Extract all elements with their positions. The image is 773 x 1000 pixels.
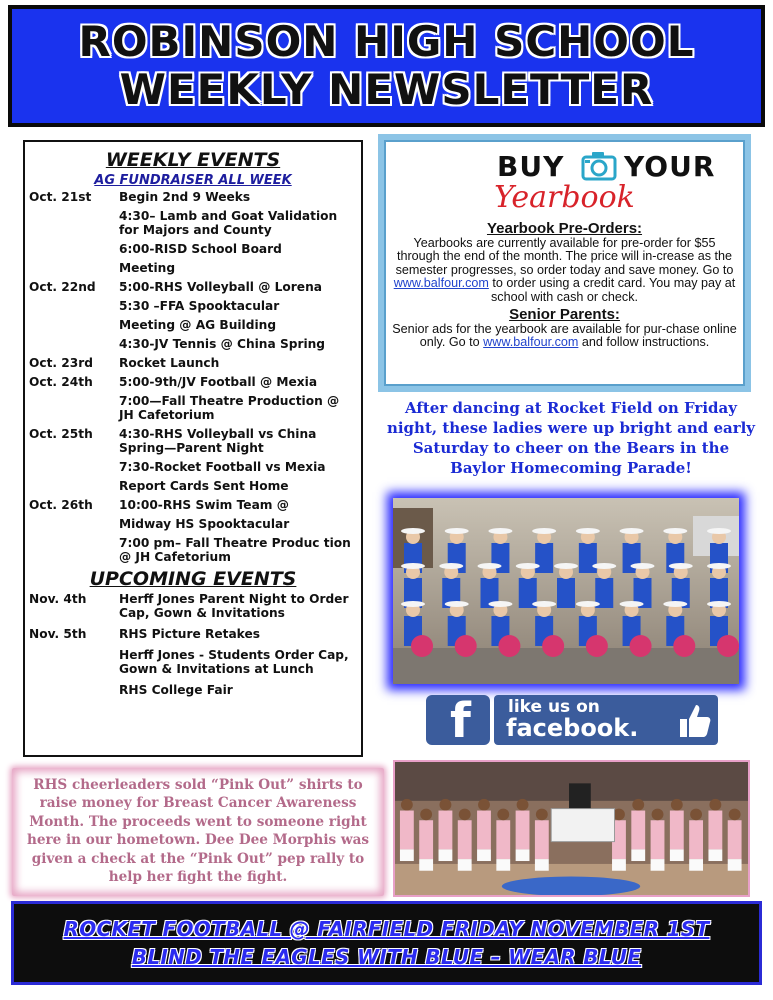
event-description: Meeting <box>119 261 176 275</box>
senior-text-part1: Senior ads for the yearbook are available for pur-chase online only. Go to <box>392 322 737 350</box>
event-row <box>29 337 357 351</box>
events-panel <box>23 140 363 757</box>
weekly-events-list <box>29 190 357 564</box>
event-description: 4:30– Lamb and Goat Validation for Majors and County <box>119 209 338 237</box>
event-date: Oct. 26th <box>29 498 93 512</box>
preorder-text-part2: to order using a credit card. You may pay at school with cash or check. <box>488 276 736 304</box>
event-description: RHS College Fair <box>119 683 233 697</box>
weekly-events-subtitle: AG FUNDRAISER ALL WEEK <box>94 173 292 188</box>
event-description: Midway HS Spooktacular <box>119 517 290 531</box>
event-date <box>29 318 119 332</box>
preorder-text <box>392 237 737 304</box>
event-row <box>29 648 357 676</box>
camera-icon <box>580 150 618 182</box>
event-row <box>29 299 357 313</box>
event-row <box>29 536 357 564</box>
thumbs-up-icon <box>676 701 712 741</box>
pink-out-photo <box>393 760 750 897</box>
event-description: Begin 2nd 9 Weeks <box>119 190 251 204</box>
event-description: Rocket Launch <box>119 356 220 370</box>
event-date <box>29 460 119 474</box>
event-description: 5:00-9th/JV Football @ Mexia <box>119 375 318 389</box>
facebook-wordmark: facebook. <box>506 714 639 742</box>
event-date: Nov. 4th <box>29 592 87 606</box>
event-date <box>29 242 119 256</box>
event-row <box>29 517 357 531</box>
event-date: Oct. 24th <box>29 375 93 389</box>
event-date <box>29 648 119 676</box>
event-date <box>29 337 119 351</box>
school-name: ROBINSON HIGH SCHOOL <box>78 17 695 66</box>
event-description: 7:00 pm– Fall Theatre Produc tion @ JH Cafetorium <box>119 536 351 564</box>
dance-team-photo <box>393 498 739 684</box>
event-date <box>29 683 119 697</box>
event-description: 5:00-RHS Volleyball @ Lorena <box>119 280 322 294</box>
event-row <box>29 683 357 697</box>
event-row <box>29 592 357 620</box>
logo-your-text: YOUR <box>624 150 716 183</box>
logo-buy-text: BUY <box>497 150 565 183</box>
upcoming-events-title: UPCOMING EVENTS <box>89 568 297 590</box>
event-row <box>29 394 357 422</box>
event-row <box>29 261 357 275</box>
yearbook-ad-inner <box>384 140 745 386</box>
pink-out-story: RHS cheerleaders sold “Pink Out” shirts to raise money for Breast Cancer Awareness Month. The proceeds went to someone right here in our hometown. Dee Dee Morphis was given a check at the “Pink Out” pep rally to help her fight the fight. <box>12 768 384 896</box>
newsletter-title: WEEKLY NEWSLETTER <box>119 65 654 114</box>
yearbook-ad <box>378 134 751 392</box>
event-description: Herff Jones Parent Night to Order Cap, Gown & Invitations <box>119 592 349 620</box>
event-description: 7:30-Rocket Football vs Mexia <box>119 460 326 474</box>
event-row <box>29 427 357 455</box>
event-row <box>29 209 357 237</box>
event-description: 4:30-JV Tennis @ China Spring <box>119 337 326 351</box>
event-row <box>29 280 357 294</box>
event-date <box>29 517 119 531</box>
senior-parents-text <box>392 323 737 350</box>
event-date <box>29 479 119 493</box>
event-date <box>29 209 119 237</box>
event-date: Oct. 25th <box>29 427 93 441</box>
event-date <box>29 536 119 564</box>
facebook-icon[interactable]: f <box>426 695 490 745</box>
event-description: RHS Picture Retakes <box>119 627 260 641</box>
event-description: 6:00-RISD School Board <box>119 242 282 256</box>
preorder-heading: Yearbook Pre-Orders: <box>486 220 643 237</box>
event-row <box>29 498 357 512</box>
event-row <box>29 190 357 204</box>
facebook-like-button[interactable] <box>494 695 718 745</box>
event-description: 4:30-RHS Volleyball vs China Spring—Parent Night <box>119 427 317 455</box>
upcoming-events-list <box>29 592 357 697</box>
preorder-text-part1: Yearbooks are currently available for pre-order for $55 through the end of the month. The price will in-crease as the semester progresses, so order today and save money. Go to <box>395 236 734 277</box>
logo-yearbook-script: Yearbook <box>494 180 635 215</box>
like-us-text: like us on <box>508 697 600 717</box>
facebook-like-banner[interactable] <box>426 695 718 749</box>
event-date: Nov. 5th <box>29 627 87 641</box>
event-row <box>29 356 357 370</box>
event-date <box>29 299 119 313</box>
balfour-link-1[interactable]: www.balfour.com <box>393 276 489 291</box>
event-date <box>29 394 119 422</box>
weekly-events-title: WEEKLY EVENTS <box>105 149 281 171</box>
footer-game-announcement: ROCKET FOOTBALL @ FAIRFIELD FRIDAY NOVEMBER 1ST <box>63 917 710 941</box>
event-description: Herff Jones - Students Order Cap, Gown & Invitations at Lunch <box>119 648 349 676</box>
event-date: Oct. 23rd <box>29 356 93 370</box>
event-row <box>29 318 357 332</box>
footer-banner <box>14 904 759 982</box>
newsletter-header <box>8 5 765 127</box>
senior-parents-heading: Senior Parents: <box>509 306 620 324</box>
event-row <box>29 627 357 641</box>
buy-your-yearbook-logo <box>392 146 737 218</box>
event-description: Meeting @ AG Building <box>119 318 277 332</box>
event-row <box>29 479 357 493</box>
event-row <box>29 242 357 256</box>
footer-wear-blue: BLIND THE EAGLES WITH BLUE – WEAR BLUE <box>131 945 642 969</box>
event-row <box>29 375 357 389</box>
event-row <box>29 460 357 474</box>
senior-text-part2: and follow instructions. <box>578 335 710 350</box>
event-description: 5:30 –FFA Spooktacular <box>119 299 280 313</box>
event-description: 7:00—Fall Theatre Production @ JH Cafetorium <box>119 394 340 422</box>
event-date: Oct. 21st <box>29 190 92 204</box>
dancers-caption: After dancing at Rocket Field on Friday night, these ladies were up bright and early Saturday to cheer on the Bears in the Baylor Homecoming Parade! <box>386 399 756 477</box>
event-description: Report Cards Sent Home <box>119 479 289 493</box>
balfour-link-2[interactable]: www.balfour.com <box>483 335 579 350</box>
event-description: 10:00-RHS Swim Team @ <box>119 498 289 512</box>
event-date <box>29 261 119 275</box>
event-date: Oct. 22nd <box>29 280 96 294</box>
